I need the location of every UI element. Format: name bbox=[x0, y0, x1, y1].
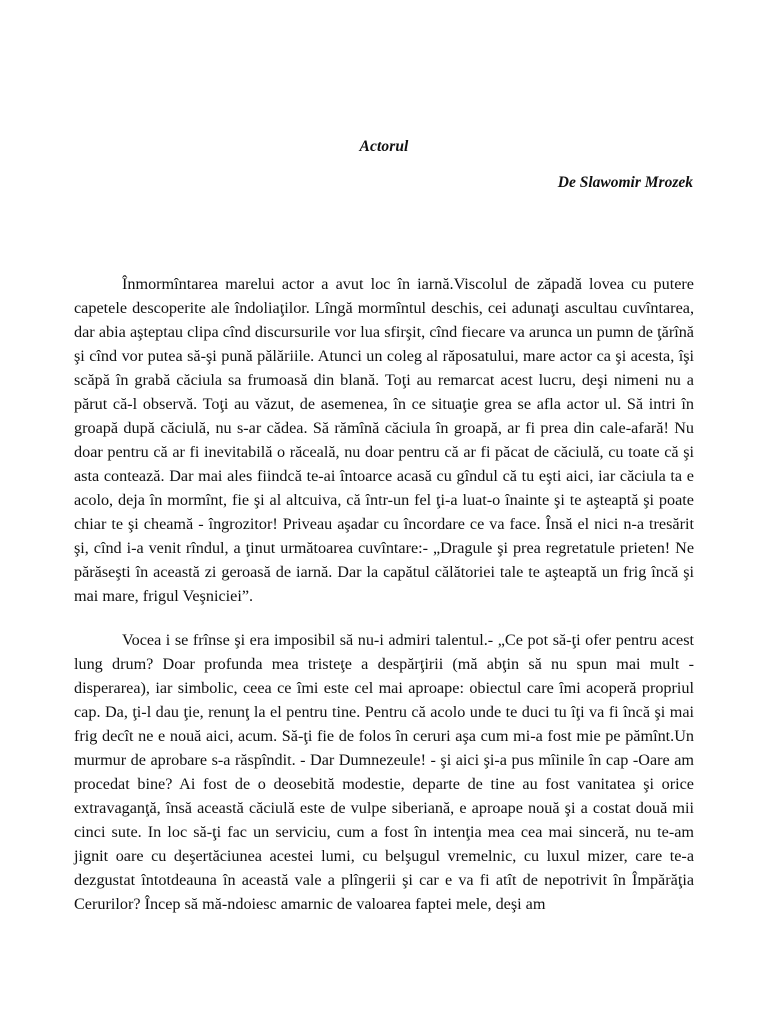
author-line: De Slawomir Mrozek bbox=[557, 174, 693, 191]
paragraph-1: Înmormîntarea marelui actor a avut loc în iarnă.Viscolul de zăpadă lovea cu putere capetele descoperite ale îndoliaţilor. Lîngă mormîntul deschis, cei adunaţi ascultau cuvîntarea, dar abia aşteptau clipa cînd discursurile vor lua sfirşit, cînd fiecare va arunca un pumn de ţărînă şi cînd vor putea să-şi pună pălăriile. Atunci un coleg al răposatului, mare actor ca şi acesta, îşi scăpă în grabă căciula sa frumoasă din blană. Toţi au remarcat acest lucru, deşi nimeni nu a părut că-l observă. Toţi au văzut, de asemenea, în ce situaţie grea se afla actor ul. Să intri în groapă după căciulă, nu s-ar cădea. Să rămînă căciula în groapă, ar fi prea din cale-afară! Nu doar pentru că ar fi inevitabilă o răceală, nu doar pentru că ar fi păcat de căciulă, cu toate că şi asta contează. Dar mai ales fiindcă te-ai întoarce acasă cu gîndul că tu eşti aici, iar căciula ta e acolo, deja în mormînt, fie şi al altcuiva, că într-un fel ţi-a luat-o înainte şi te aşteaptă şi poate chiar te şi cheamă - îngrozitor! Priveau aşadar cu încordare ce va face. Însă el nici n-a tresărit şi, cînd i-a venit rîndul, a ţinut următoarea cuvîntare:- „Dragule şi prea regretatule prieten! Ne părăseşti în această zi geroasă de iarnă. Dar la capătul călătoriei tale te aşteaptă un frig încă şi mai mare, frigul Veşniciei”. bbox=[74, 275, 694, 605]
document-title: Actorul bbox=[359, 138, 409, 155]
paragraph-2: Vocea i se frînse şi era imposibil să nu-i admiri talentul.- „Ce pot să-ţi ofer pentru acest lung drum? Doar profunda mea tristeţe a despărţirii (mă abţin să nu spun mai mult - disperarea), iar simbolic, ceea ce îmi este cel mai aproape: obiectul care îmi acoperă propriul cap. Da, ţi-l dau ţie, renunţ la el pentru tine. Pentru că acolo unde te duci tu îţi va fi încă şi mai frig decît ne e nouă aici, acum. Să-ţi fie de folos în ceruri aşa cum mi-a fost mie pe pămînt.Un murmur de aprobare s-a răspîndit. - Dar Dumnezeule! - şi aici şi-a pus mîinile în cap -Oare am procedat bine? Ai fost de o deosebită modestie, departe de tine au fost vanitatea şi orice extravaganţă, însă această căciulă este de vulpe siberiană, e aproape nouă şi a costat două mii cinci sute. In loc să-ţi fac un serviciu, cum a fost în intenţia mea cea mai sinceră, nu te-am jignit oare cu deşertăciunea acestei lumi, cu belşugul vremelnic, cu luxul mizer, care te-a dezgustat întotdeauna în această vale a plîngerii şi car e va fi atît de nepotrivit în Împărăţia Cerurilor? Încep să mă-ndoiesc amarnic de valoarea faptei mele, deşi am bbox=[74, 631, 694, 913]
document-body bbox=[74, 272, 694, 936]
